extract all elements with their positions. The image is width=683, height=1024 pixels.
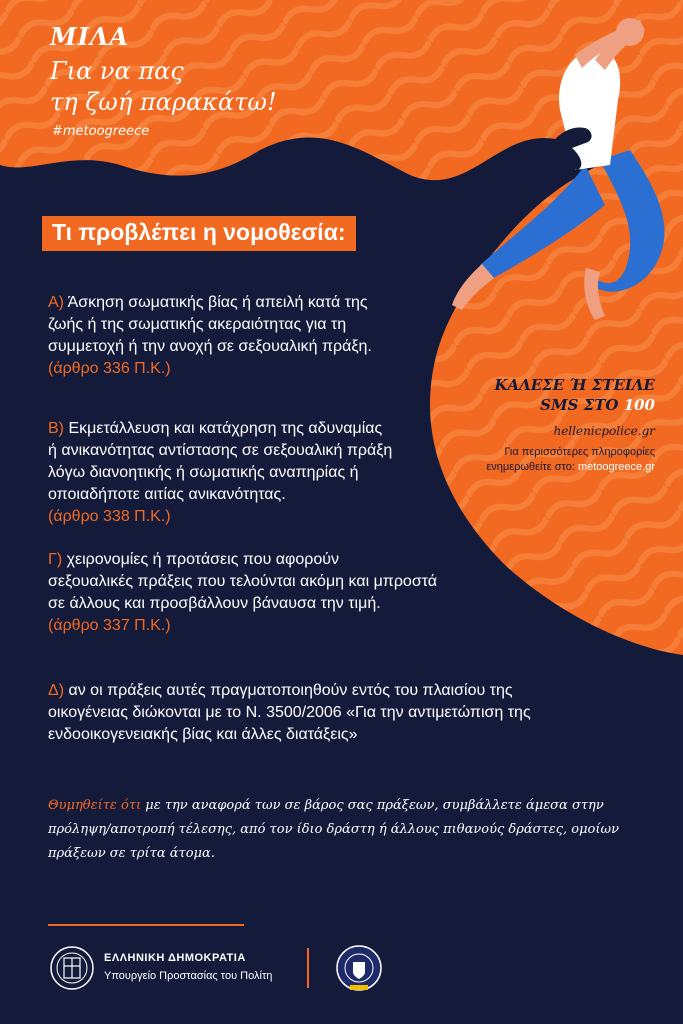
provision-line: Εκμετάλλευση και κατάχρηση της αδυναμίας	[68, 420, 383, 437]
provision-line: σεξουαλικές πράξεις που τελούνται ακόμη και μπροστά	[48, 573, 438, 590]
hashtag: #metoogreece	[52, 124, 150, 139]
provision-reference: (άρθρο 336 Π.Κ.)	[48, 360, 171, 377]
police-website-link[interactable]: hellenicpolice.gr	[553, 424, 655, 438]
provision-line: ενδοοικογενειακής βίας και άλλες διατάξεις»	[48, 726, 358, 743]
provision-line: οποιαδήποτε αιτίας ανικανότητας.	[48, 486, 286, 503]
cta-sms-prefix: SMS ΣΤΟ	[540, 396, 624, 414]
provision-reference: (άρθρο 337 Π.Κ.)	[48, 617, 171, 634]
reminder-text	[48, 794, 648, 866]
provision-line: ή ανικανότητας αντίστασης σε σεξουαλική πράξη	[48, 442, 393, 459]
more-info-line1: Για περισσότερες πληροφορίες	[504, 446, 655, 458]
cta-line2	[455, 396, 655, 414]
provision-b	[48, 418, 392, 528]
provision-line: λόγω διανοητικής ή σωματικής αναπηρίας ή	[48, 464, 359, 481]
provision-c	[48, 549, 437, 637]
brand-subtitle	[50, 56, 277, 118]
footer-divider	[48, 924, 244, 926]
provision-a	[48, 292, 372, 380]
ministry-name: ΕΛΛΗΝΙΚΗ ΔΗΜΟΚΡΑΤΙΑ	[104, 952, 246, 964]
provision-letter: Δ)	[48, 682, 65, 699]
metoo-website-link[interactable]: metoogreece.gr	[577, 461, 655, 473]
provision-letter: Β)	[48, 420, 64, 437]
brand-title: ΜΙΛΑ	[50, 22, 130, 51]
provision-d	[48, 680, 531, 746]
provision-line: οικογένειας διώκονται με το Ν. 3500/2006 «Για την αντιμετώπιση της	[48, 704, 531, 721]
provision-line: συμμετοχή ή την ανοχή σε σεξουαλική πράξη.	[48, 338, 372, 355]
more-info-prefix: ενημερωθείτε στο:	[486, 461, 578, 473]
police-seal	[337, 946, 381, 990]
greek-emblem	[51, 947, 93, 989]
ministry-subtitle: Υπουργείο Προστασίας του Πολίτη	[104, 970, 273, 982]
reminder-body: με την αναφορά των σε βάρος σας πράξεων, συμβάλλετε άμεσα στην πρόληψη/αποτροπή τέλεσης, από τον ίδιο δράστη ή άλλους πιθανούς δράστες, ομοίων πράξεων σε τρίτα άτομα.	[48, 798, 619, 861]
section-heading: Τι προβλέπει η νομοθεσία:	[52, 219, 346, 245]
provision-letter: Α)	[48, 294, 64, 311]
cta-line1: ΚΑΛΕΣΕ Ή ΣΤΕΙΛΕ	[494, 376, 655, 394]
provision-line: αν οι πράξεις αυτές πραγματοποιηθούν εντός του πλαισίου της	[68, 682, 513, 699]
provision-line: σε άλλους και προσβάλλουν βάναυσα την τιμή.	[48, 595, 381, 612]
reminder-lead: Θυμηθείτε ότι	[48, 798, 142, 813]
provision-line: ζωής ή της σωματικής ακεραιότητας για τη	[48, 316, 347, 333]
provision-line: χειρονομίες ή προτάσεις που αφορούν	[66, 551, 340, 568]
more-info	[430, 445, 655, 475]
provision-letter: Γ)	[48, 551, 63, 568]
brand-subtitle-line1: Για να πας	[50, 57, 184, 85]
provision-line: Άσκηση σωματικής βίας ή απειλή κατά της	[67, 294, 368, 311]
provision-reference: (άρθρο 338 Π.Κ.)	[48, 508, 171, 525]
footer-vertical-divider	[307, 948, 309, 988]
cta-number: 100	[623, 396, 655, 414]
brand-subtitle-line2: τη ζωή παρακάτω!	[50, 88, 277, 116]
section-heading-box	[42, 216, 356, 251]
